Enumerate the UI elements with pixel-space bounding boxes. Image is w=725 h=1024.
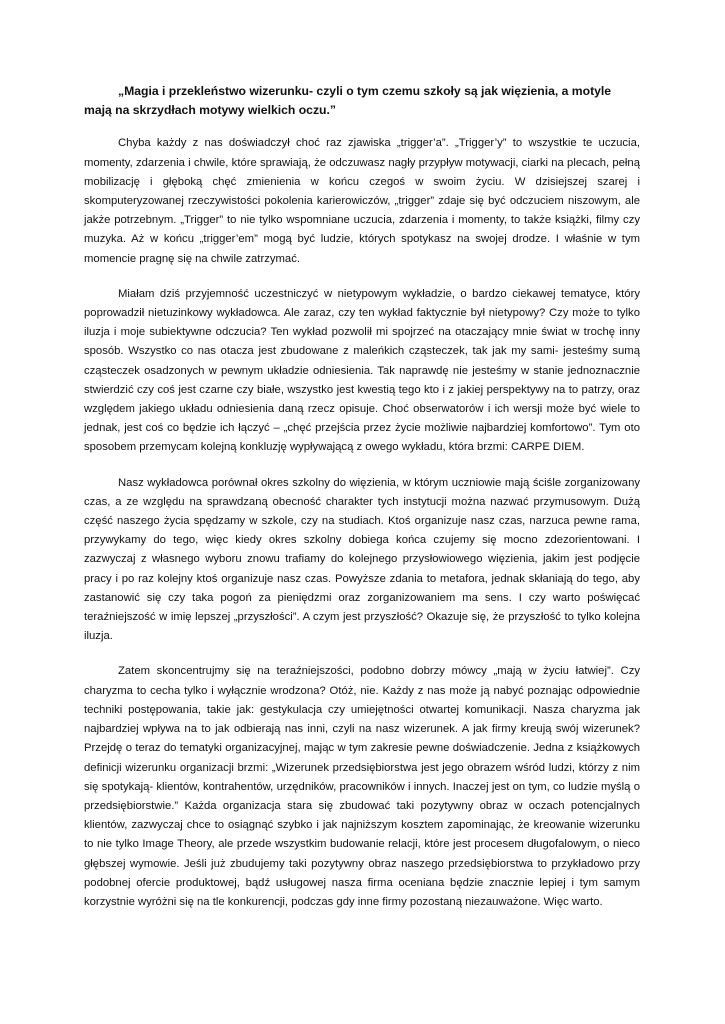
paragraph-school-prison: Nasz wykładowca porównał okres szkolny do więzienia, w którym uczniowie mają ściśle zorganizowany czas, a ze względu na sprawdzaną obecność charakter tych instytucji można nazwać przymusowym. Dużą część naszego życia spędzamy w szkole, czy na studiach. Ktoś organizuje nasz czas, narzuca pewne rama, przywykamy do tego, więc kiedy okres szkolny dobiega końca czujemy się mocno zdezorientowani. I zazwyczaj z własnego wyboru znowu trafiamy do kolejnego przysłowiowego więzienia, jakim jest podjęcie pracy i po raz kolejny ktoś organizuje nasz czas. Powyższe zdania to metafora, jednak skłaniają do tego, aby zastanowić się czy taka pogoń za pieniędzmi oraz zorganizowaniem ma sens. I czy warto poświęcać teraźniejszość w imię lepszej „przyszłości”. A czym jest przyszłość? Okazuje się, że przyszłość to tylko kolejna iluzja.: [84, 476, 640, 643]
document-page: [84, 82, 640, 928]
paragraph-triggers: Chyba każdy z nas doświadczył choć raz zjawiska „trigger’a”. „Trigger’y” to wszystkie te uczucia, momenty, zdarzenia i chwile, które sprawiają, że odczuwasz nagły przypływ motywacji, ciarki na plecach, pełną mobilizację i głęboką chęć zmienienia w końcu czegoś w swoim życiu. W dzisiejszej szarej i skomputeryzowanej rzeczywistości pokolenia karierowiczów, „trigger” zdaje się być odczuciem niszowym, ale jakże potrzebnym. „Trigger” to nie tylko wspomniane uczucia, zdarzenia i momenty, to także książki, filmy czy muzyka. Aż w końcu „trigger’em” mogą być ludzie, których spotykasz na swojej drodze. I właśnie w tym momencie pragnę się na chwile zatrzymać.: [84, 137, 640, 265]
document-title: „Magia i przekleństwo wizerunku- czyli o tym czemu szkoły są jak więzienia, a motyle mają na skrzydłach motywy wielkich oczu.”: [84, 84, 612, 118]
paragraph-lecture: Miałam dziś przyjemność uczestniczyć w nietypowym wykładzie, o bardzo ciekawej tematyce, który poprowadził nietuzinkowy wykładowca. Ale zaraz, czy ten wykład faktycznie był nietypowy? Czy może to tylko iluzja i moje subiektywne odczucia? Ten wykład pozwolił mi spojrzeć na otaczający mnie świat w trochę inny sposób. Wszystko co nas otacza jest zbudowane z maleńkich cząsteczek, tak jak my sami- jesteśmy sumą cząsteczek osadzonych w pewnym układzie odniesienia. Tak naprawdę nie jesteśmy w stanie jednoznacznie stwierdzić czy coś jest czarne czy białe, wszystko jest kwestią tego kto i z jakiej perspektywy na to patrzy, oraz względem jakiego układu odniesienia daną rzecz opisuje. Choć obserwatorów i ich wersji może być wiele to jednak, jest coś co będzie ich łączyć – „chęć przejścia przez życie możliwie najbardziej komfortowo”. Tym oto sposobem przemycam kolejną konkluzję wypływającą z owego wykładu, która brzmi: CARPE DIEM.: [84, 287, 640, 454]
paragraph-charisma-image: Zatem skoncentrujmy się na teraźniejszości, podobno dobrzy mówcy „mają w życiu łatwiej”. Czy charyzma to cecha tylko i wyłącznie wrodzona? Otóż, nie. Każdy z nas może ją nabyć poznając odpowiednie techniki postępowania, takie jak: gestykulacja czy umiejętności otwartej komunikacji. Nasza charyzma jak najbardziej wpływa na to jak odbierają nas inni, czyli na nasz wizerunek. A jak firmy kreują swój wizerunek? Przejdę o teraz do tematyki organizacyjnej, mając w tym zakresie pewne doświadczenie. Jedna z książkowych definicji wizerunku organizacji brzmi: „Wizerunek przedsiębiorstwa jest jego obrazem wśród ludzi, którzy z nim się spotykają- klientów, kontrahentów, urzędników, pracowników i innych. Inaczej jest on tym, co ludzie myślą o przedsiębiorstwie.” Każda organizacja stara się zbudować taki pozytywny obraz w oczach potencjalnych klientów, zazwyczaj chce to osiągnąć szybko i jak najniższym kosztem zapominając, że kreowanie wizerunku to nie tylko Image Theory, ale przede wszystkim budowanie relacji, które jest procesem długofalowym, o nieco głębszej wymowie. Jeśli już zbudujemy taki pozytywny obraz naszego przedsiębiorstwa to przykładowo przy podobnej ofercie produktowej, bądź usługowej nasza firma oceniana będzie znacznie lepiej i tym samym korzystnie wyróżni się na tle konkurencji, podczas gdy inne firmy pozostaną niezauważone. Więc warto.: [84, 665, 640, 908]
